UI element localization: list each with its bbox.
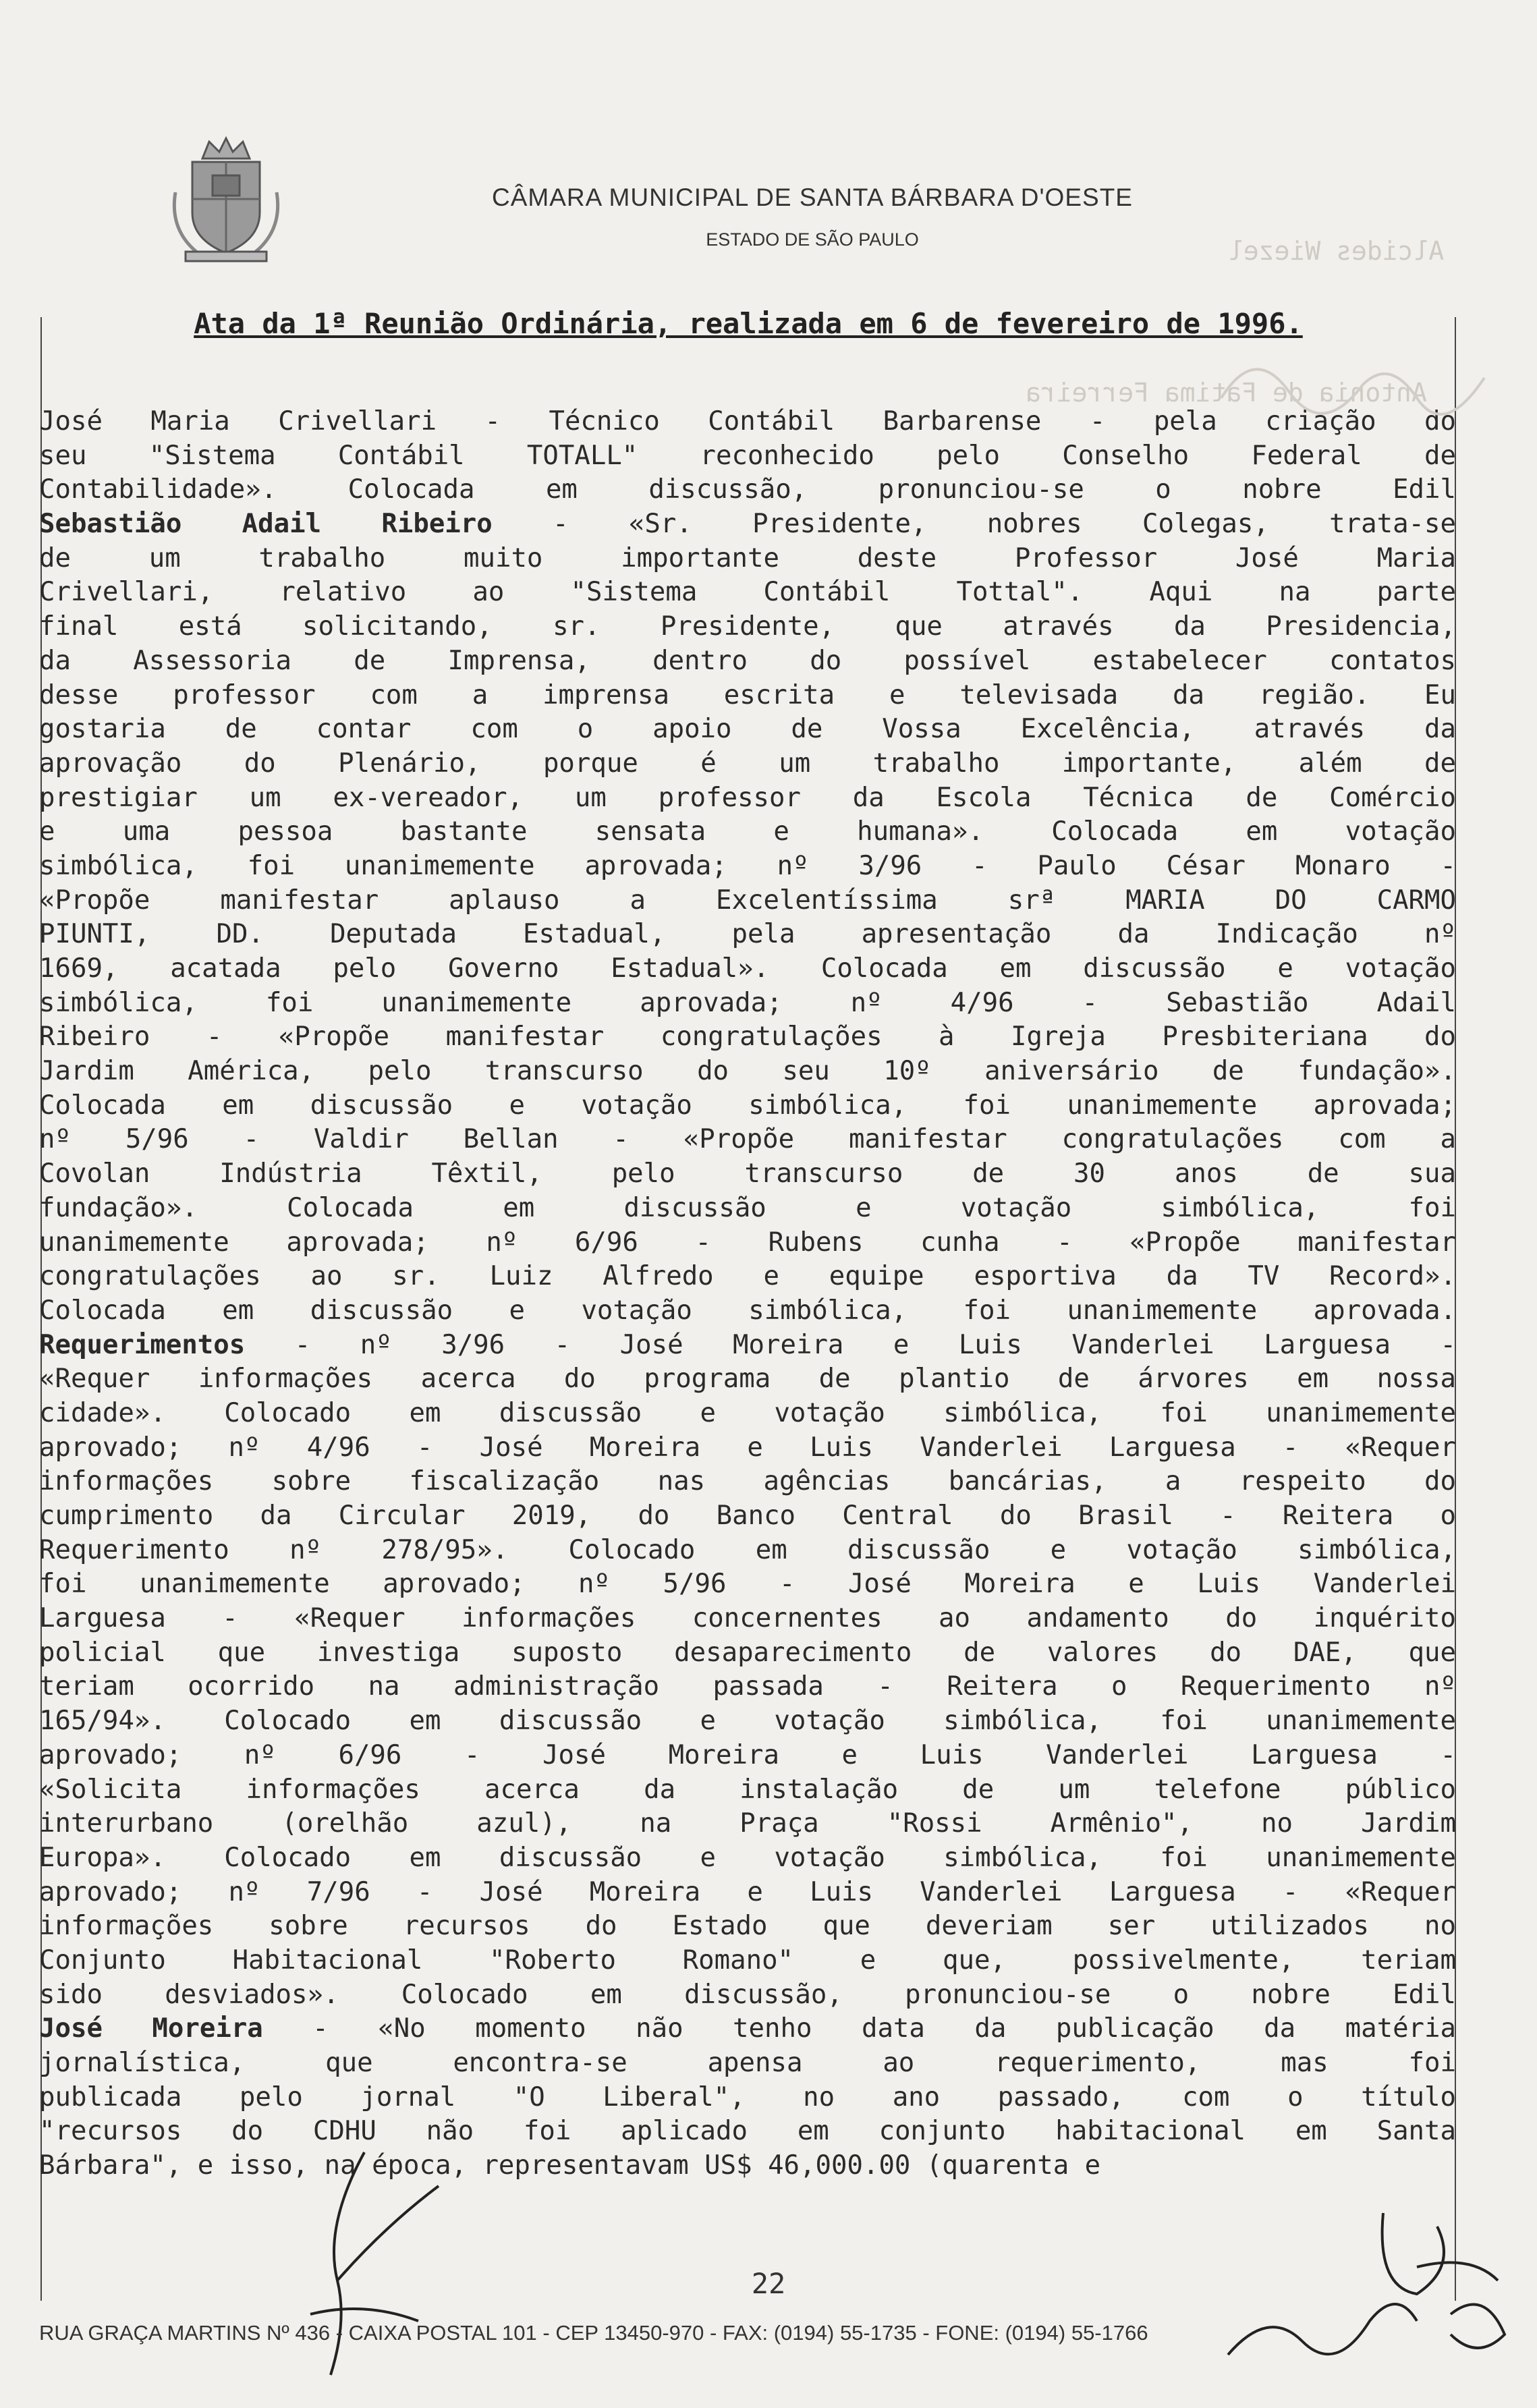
text-segment: aprovado; nº 6/96 - José Moreira e Luis Vanderlei Larguesa - xyxy=(39,1739,1456,1770)
text-line xyxy=(39,1465,1456,1499)
text-segment: Conjunto Habitacional "Roberto Romano" e que, possivelmente, teriam xyxy=(39,1944,1456,1976)
text-segment: final está solicitando, sr. Presidente, que através da Presidencia, xyxy=(39,611,1456,642)
text-segment: 1669, acatada pelo Governo Estadual». Colocada em discussão e votação xyxy=(39,953,1456,984)
text-line xyxy=(39,1123,1456,1157)
text-segment: Colocada em discussão e votação simbólica, foi unanimemente aprovada; xyxy=(39,1090,1456,1121)
text-line xyxy=(39,2046,1456,2081)
text-line xyxy=(39,1294,1456,1328)
text-segment: - nº 3/96 - José Moreira e Luis Vanderlei Larguesa - xyxy=(245,1329,1456,1360)
text-line xyxy=(39,1807,1456,1841)
text-line xyxy=(39,1020,1456,1055)
text-segment: e uma pessoa bastante sensata e humana». Colocada em votação xyxy=(39,816,1456,847)
text-line xyxy=(39,542,1456,576)
text-segment: Larguesa - «Requer informações concernentes ao andamento do inquérito xyxy=(39,1603,1456,1634)
text-segment: 165/94». Colocado em discussão e votação simbólica, foi unanimemente xyxy=(39,1706,1456,1737)
text-segment: interurbano (orelhão azul), na Praça "Rossi Armênio", no Jardim xyxy=(39,1808,1456,1839)
text-segment: simbólica, foi unanimemente aprovada; nº 3/96 - Paulo César Monaro - xyxy=(39,850,1456,881)
text-segment: Requerimento nº 278/95». Colocado em discussão e votação simbólica, xyxy=(39,1534,1456,1565)
speaker-name: Requerimentos xyxy=(39,1329,246,1360)
text-segment: prestigiar um ex-vereador, um professor da Escola Técnica de Comércio xyxy=(39,782,1456,813)
text-line xyxy=(39,679,1456,713)
text-segment: cumprimento da Circular 2019, do Banco Central do Brasil - Reitera o xyxy=(39,1501,1456,1531)
text-segment: policial que investiga suposto desaparecimento de valores do DAE, que xyxy=(39,1637,1456,1668)
institution-name: CÂMARA MUNICIPAL DE SANTA BÁRBARA D'OESTE xyxy=(492,184,1133,211)
text-line xyxy=(39,2149,1456,2183)
text-segment: Covolan Indústria Têxtil, pelo transcurso de 30 anos de sua xyxy=(39,1158,1456,1189)
text-segment: desse professor com a imprensa escrita e televisada da região. Eu xyxy=(39,679,1456,710)
text-line xyxy=(39,1089,1456,1123)
text-segment: nº 5/96 - Valdir Bellan - «Propõe manifestar congratulações com a xyxy=(39,1124,1456,1155)
institution-state: ESTADO DE SÃO PAULO xyxy=(706,229,919,250)
text-line xyxy=(39,576,1456,610)
text-segment: teriam ocorrido na administração passada - Reitera o Requerimento nº xyxy=(39,1671,1456,1702)
text-segment: informações sobre fiscalização nas agências bancárias, a respeito do xyxy=(39,1466,1456,1497)
text-segment: Bárbara", e isso, na época, representavam US$ 46,000.00 (quarenta e xyxy=(39,2150,1101,2181)
text-line xyxy=(39,781,1456,816)
minutes-body-text xyxy=(39,405,1456,2183)
text-segment: da Assessoria de Imprensa, dentro do possível estabelecer contatos xyxy=(39,645,1456,676)
text-segment: PIUNTI, DD. Deputada Estadual, pela apresentação da Indicação nº xyxy=(39,919,1456,950)
speaker-name: Sebastião Adail Ribeiro xyxy=(39,509,493,540)
text-line xyxy=(39,849,1456,884)
text-segment: aprovado; nº 7/96 - José Moreira e Luis Vanderlei Larguesa - «Requer xyxy=(39,1876,1456,1907)
text-line xyxy=(39,2081,1456,2115)
text-segment: «Propõe manifestar aplauso a Excelentíssima srª MARIA DO CARMO xyxy=(39,885,1456,916)
text-line xyxy=(39,1055,1456,1089)
text-line xyxy=(39,1567,1456,1602)
text-line xyxy=(39,1841,1456,1876)
text-segment: José Maria Crivellari - Técnico Contábil Barbarense - pela criação do xyxy=(39,406,1456,437)
text-segment: Colocada em discussão e votação simbólica, foi unanimemente aprovada. xyxy=(39,1295,1456,1326)
text-line xyxy=(39,815,1456,849)
text-segment: Jardim América, pelo transcurso do seu 10º aniversário de fundação». xyxy=(39,1056,1456,1087)
text-line xyxy=(39,1602,1456,1636)
text-segment: aprovado; nº 4/96 - José Moreira e Luis Vanderlei Larguesa - «Requer xyxy=(39,1432,1456,1463)
text-line xyxy=(39,1499,1456,1534)
text-segment: gostaria de contar com o apoio de Vossa Excelência, através da xyxy=(39,714,1456,745)
text-line xyxy=(39,1192,1456,1226)
text-line xyxy=(39,1328,1456,1363)
text-segment: jornalística, que encontra-se apensa ao requerimento, mas foi xyxy=(39,2048,1456,2078)
document-page: CÂMARA MUNICIPAL DE SANTA BÁRBARA D'OESTE ESTADO DE SÃO PAULO Ata da 1ª Reunião Ordinária, realizada em 6 de fevereiro de 1996. Alcides Wiezel Antonia de Fatima Ferreira José Maria Crivellari - Técnico Contábil Barbarense - pela criação do seu "Sistema Contábil TOTALL" reconhecido pelo Conselho Federal de Contabilidade». Colocada em discussão, pronunciou-se o nobre Edil Sebastião Adail Ribeiro - «Sr. Presidente, nobres Colegas, trata-se de um trabalho muito importante deste Professor José Maria Crivellari, relativo ao "Sistema Contábil Tottal". Aqui na parte final está solicitando, sr. Presidente, que através da Presidencia, da Assessoria de Imprensa, dentro do possível estabelecer contatos desse professor com a imprensa escrita e televisada da região. Eu gostaria de contar com o apoio de Vossa Excelência, através da aprovação do Plenário, porque é um trabalho importante, além de prestigiar um ex-vereador, um professor da Escola Técnica de Comércio e uma pessoa bastante sensata e humana». Colocada em votação simbólica, foi unanimemente aprovada; nº 3/96 - Paulo César Monaro - «Propõe manifestar aplauso a Excelentíssima srª MARIA DO CARMO PIUNTI, DD. Deputada Estadual, pela apresentação da Indicação nº 1669, acatada pelo Governo Estadual». Colocada em discussão e votação simbólica, foi unanimemente aprovada; nº 4/96 - Sebastião Adail Ribeiro - «Propõe manifestar congratulações à Igreja Presbiteriana do Jardim América, pelo transcurso do seu 10º aniversário de fundação». Colocada em discussão e votação simbólica, foi unanimemente aprovada; nº 5/96 - Valdir Bellan - «Propõe manifestar congratulações com a Covolan Indústria Têxtil, pelo transcurso de 30 anos de sua fundação». Colocada em discussão e votação simbólica, foi unanimemente aprovada; nº 6/96 - Rubens cunha - «Propõe manifestar congratulações ao sr. Luiz Alfredo e equipe esportiva da TV Record». Colocada em discussão e votação simbólica, foi unanimemente aprovada. Requerimentos - nº 3/96 - José Moreira e Luis Vanderlei Larguesa - «Requer informações acerca do programa de plantio de árvores em nossa cidade». Colocado em discussão e votação simbólica, foi unanimemente aprovado; nº 4/96 - José Moreira e Luis Vanderlei Larguesa - «Requer informações sobre fiscalização nas agências bancárias, a respeito do cumprimento da Circular 2019, do Banco Central do Brasil - Reitera o Requerimento nº 278/95». Colocado em discussão e votação simbólica, foi unanimemente aprovado; nº 5/96 - José Moreira e Luis Vanderlei Larguesa - «Requer informações concernentes ao andamento do inquérito policial que investiga suposto desaparecimento de valores do DAE, que teriam ocorrido na administração passada - Reitera o Requerimento nº 165/94». Colocado em discussão e votação simbólica, foi unanimemente aprovado; nº 6/96 - José Moreira e Luis Vanderlei Larguesa - «Solicita informações acerca da instalação de um telefone público interurbano (orelhão azul), na Praça "Rossi Armênio", no Jardim Europa». Colocado em discussão e votação simbólica, foi unanimemente aprovado; nº 7/96 - José Moreira e Luis Vanderlei Larguesa - «Requer informações sobre recursos do Estado que deveriam ser utilizados no Conjunto Habitacional "Roberto Romano" e que, possivelmente, teriam sido desviados». Colocado em discussão, pronunciou-se o nobre Edil José Moreira - «No momento não tenho data da publicação da matéria jornalística, que encontra-se apensa ao requerimento, mas foi publicada pelo jornal "O Liberal", no ano passado, com o título "recursos do CDHU não foi aplicado em conjunto habitacional em Santa Bárbara", e isso, na época, representavam US$ 46,000.00 (quarenta e 22 RUA GRAÇA MARTINS Nº 436 - CAIXA POSTAL 101 - CEP 13450-970 - FAX: (0194) 55-1735 - FONE: (0194) 55-1766 xyxy=(0,0,1537,2408)
text-line xyxy=(39,1704,1456,1739)
text-segment: Contabilidade». Colocada em discussão, pronunciou-se o nobre Edil xyxy=(39,474,1456,505)
document-title: Ata da 1ª Reunião Ordinária, realizada em 6 de fevereiro de 1996. xyxy=(194,307,1303,340)
text-segment: unanimemente aprovada; nº 6/96 - Rubens cunha - «Propõe manifestar xyxy=(39,1227,1456,1258)
text-segment: congratulações ao sr. Luiz Alfredo e equipe esportiva da TV Record». xyxy=(39,1261,1456,1292)
text-line xyxy=(39,1534,1456,1568)
text-line xyxy=(39,473,1456,507)
text-line xyxy=(39,644,1456,679)
text-line xyxy=(39,439,1456,474)
speaker-name: José Moreira xyxy=(39,2013,263,2044)
page-number: 22 xyxy=(751,2267,786,2300)
text-line xyxy=(39,1876,1456,1910)
text-segment: - «Sr. Presidente, nobres Colegas, trata-se xyxy=(492,509,1456,540)
text-line xyxy=(39,747,1456,781)
text-line xyxy=(39,1944,1456,1978)
text-segment: Ribeiro - «Propõe manifestar congratulações à Igreja Presbiteriana do xyxy=(39,1021,1456,1053)
text-segment: fundação». Colocada em discussão e votação simbólica, foi xyxy=(39,1192,1456,1223)
text-line xyxy=(39,884,1456,918)
text-line xyxy=(39,1431,1456,1465)
text-segment: - «No momento não tenho data da publicação da matéria xyxy=(262,2013,1456,2044)
text-segment: publicada pelo jornal "O Liberal", no ano passado, com o título xyxy=(39,2081,1456,2112)
text-line xyxy=(39,1909,1456,1944)
text-line xyxy=(39,1157,1456,1192)
text-line xyxy=(39,1260,1456,1294)
text-line xyxy=(39,1978,1456,2013)
text-segment: Europa». Colocado em discussão e votação simbólica, foi unanimemente xyxy=(39,1842,1456,1873)
text-segment: "recursos do CDHU não foi aplicado em conjunto habitacional em Santa xyxy=(39,2116,1456,2147)
text-line xyxy=(39,2115,1456,2149)
text-segment: «Requer informações acerca do programa de plantio de árvores em nossa xyxy=(39,1364,1456,1395)
text-line xyxy=(39,507,1456,542)
text-line xyxy=(39,1362,1456,1397)
text-line xyxy=(39,1739,1456,1773)
text-line xyxy=(39,2012,1456,2046)
text-line xyxy=(39,610,1456,644)
text-line xyxy=(39,952,1456,986)
text-segment: de um trabalho muito importante deste Professor José Maria xyxy=(39,542,1456,573)
text-line xyxy=(39,986,1456,1021)
text-segment: aprovação do Plenário, porque é um trabalho importante, além de xyxy=(39,748,1456,779)
text-segment: «Solicita informações acerca da instalação de um telefone público xyxy=(39,1774,1456,1805)
text-line xyxy=(39,1397,1456,1431)
text-line xyxy=(39,918,1456,952)
text-segment: simbólica, foi unanimemente aprovada; nº 4/96 - Sebastião Adail xyxy=(39,987,1456,1018)
footer-address: RUA GRAÇA MARTINS Nº 436 - CAIXA POSTAL 101 - CEP 13450-970 - FAX: (0194) 55-1735 - FONE: (0194) 55-1766 xyxy=(39,2321,1148,2345)
text-segment: informações sobre recursos do Estado que deveriam ser utilizados no xyxy=(39,1911,1456,1942)
text-line xyxy=(39,712,1456,747)
text-line xyxy=(39,1636,1456,1671)
text-line xyxy=(39,1670,1456,1704)
text-segment: seu "Sistema Contábil TOTALL" reconhecido pelo Conselho Federal de xyxy=(39,440,1456,471)
text-line xyxy=(39,1226,1456,1260)
text-segment: Crivellari, relativo ao "Sistema Contábil Tottal". Aqui na parte xyxy=(39,577,1456,608)
text-segment: cidade». Colocado em discussão e votação simbólica, foi unanimemente xyxy=(39,1397,1456,1428)
text-segment: sido desviados». Colocado em discussão, pronunciou-se o nobre Edil xyxy=(39,1979,1456,2010)
text-line xyxy=(39,405,1456,439)
text-line xyxy=(39,1773,1456,1808)
text-segment: foi unanimemente aprovado; nº 5/96 - José Moreira e Luis Vanderlei xyxy=(39,1569,1456,1600)
